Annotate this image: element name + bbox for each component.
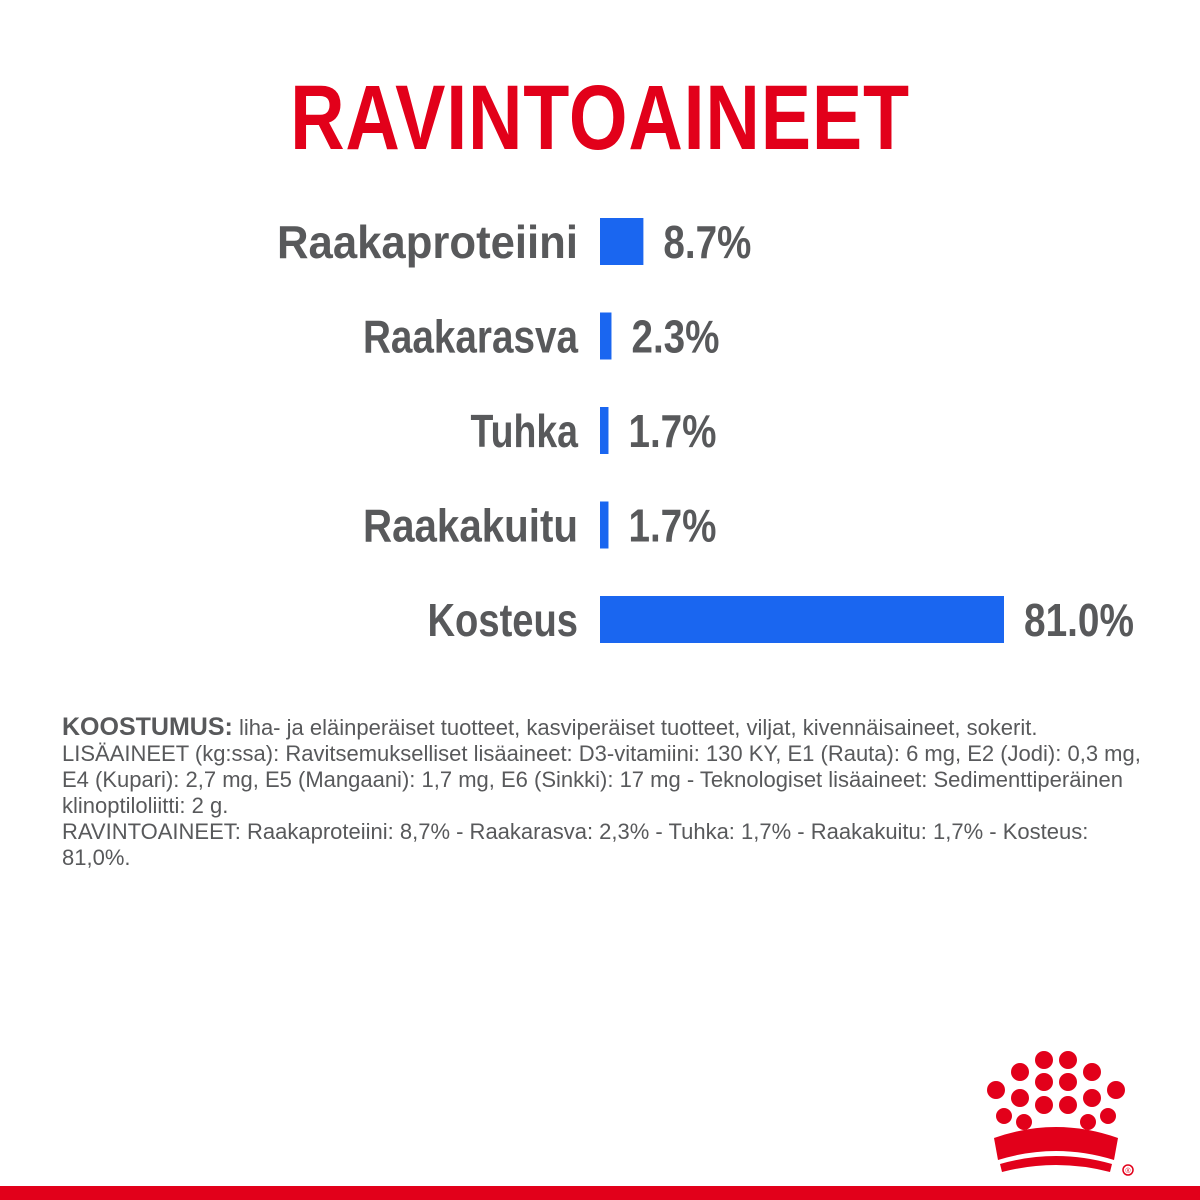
bottom-accent-bar (0, 1186, 1200, 1200)
value-label: 1.7% (628, 499, 717, 552)
koostumus-text: liha- ja eläinperäiset tuotteet, kasviperäiset tuotteet, viljat, kivennäisaineet, sokerit. (232, 715, 1038, 740)
bar (600, 218, 643, 265)
bar (600, 596, 1004, 643)
category-label: Tuhka (470, 405, 579, 457)
bar (600, 313, 611, 360)
composition-text (62, 714, 1142, 871)
category-label: Raakarasva (363, 310, 579, 363)
bar (600, 502, 608, 549)
value-label: 1.7% (628, 405, 717, 457)
bar (600, 407, 608, 454)
value-label: 8.7% (663, 216, 752, 268)
ravintoaineet-paragraph: RAVINTOAINEET: Raakaproteiini: 8,7% - Raakarasva: 2,3% - Tuhka: 1,7% - Raakakuitu: 1,7% - Kosteus: 81,0%. (62, 819, 1089, 870)
crown-icon (976, 1050, 1146, 1180)
category-label: Raakakuitu (363, 499, 578, 552)
koostumus-paragraph (62, 714, 1142, 741)
category-label: Raakaproteiini (277, 216, 578, 268)
value-label: 81.0% (1024, 594, 1134, 646)
value-label: 2.3% (631, 310, 720, 363)
chart-title: RAVINTOAINEET (290, 67, 910, 169)
lisaaineet-paragraph: LISÄAINEET (kg:ssa): Ravitsemukselliset lisäaineet: D3-vitamiini: 130 KY, E1 (Rauta): 6 mg, E2 (Jodi): 0,3 mg, E4 (Kupari): 2,7 mg, E5 (Mangaani): 1,7 mg, E6 (Sinkki): 17 mg - Teknologiset lisäaineet: Sedimenttiperäinen klinoptiloliitti: 2 g. (62, 741, 1141, 818)
koostumus-label: KOOSTUMUS: (62, 713, 233, 741)
svg-text:®: ® (1125, 1168, 1131, 1175)
category-label: Kosteus (427, 594, 578, 646)
